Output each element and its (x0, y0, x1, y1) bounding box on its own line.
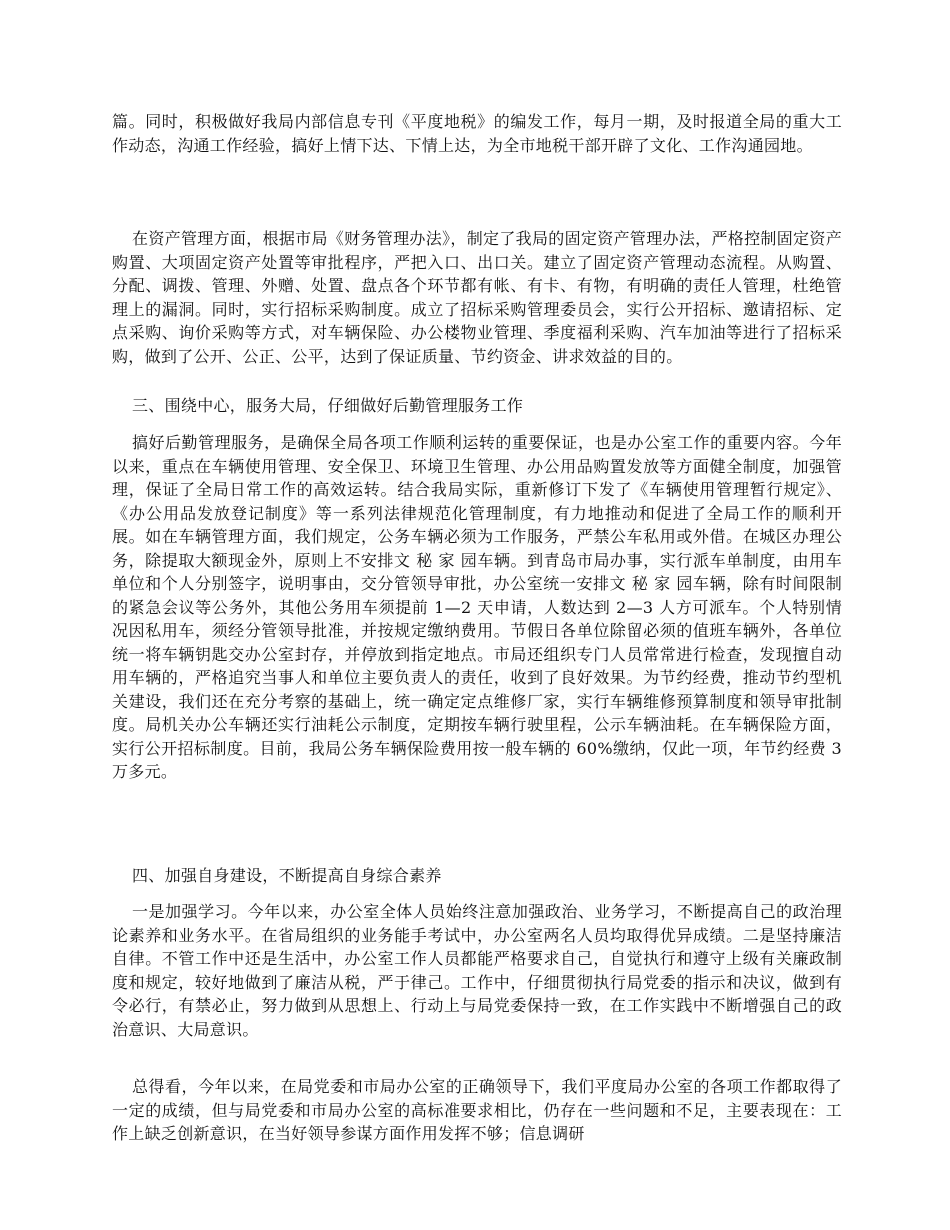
paragraph-summary: 总得看，今年以来，在局党委和市局办公室的正确领导下，我们平度局办公室的各项工作都取得了一定的成绩，但与局党委和市局办公室的高标准要求相比，仍存在一些问题和不足，主要表现在：工作上缺乏创新意识，在当好领导参谋方面作用发挥不够；信息调研 (112, 1077, 842, 1143)
paragraph-logistics: 搞好后勤管理服务，是确保全局各项工作顺利运转的重要保证，也是办公室工作的重要内容。今年以来，重点在车辆使用管理、安全保卫、环境卫生管理、办公用品购置发放等方面健全制度，加强管理，保证了全局日常工作的高效运转。结合我局实际，重新修订下发了《车辆使用管理暂行规定》、《办公用品发放登记制度》等一系列法律规范化管理制度，有力地推动和促进了全局工作的顺利开展。如在车辆管理方面，我们规定，公务车辆必须为工作服务，严禁公车私用或外借。在城区办理公务，除提取大额现金外，原则上不安排文 秘 家 园车辆。到青岛市局办事，实行派车单制度，由用车单位和个人分别签字，说明事由，交分管领导审批，办公室统一安排文 秘 家 园车辆，除有时间限制的紧急会议等公务外，其他公务用车须提前 1—2 天申请，人数达到 2—3 人方可派车。个人特别情况因私用车，须经分管领导批准，并按规定缴纳费用。节假日各单位除留必须的值班车辆外，各单位统一将车辆钥匙交办公室封存，并停放到指定地点。市局还组织专门人员常常进行检查，发现擅自动用车辆的，严格追究当事人和单位主要负责人的责任，收到了良好效果。为节约经费，推动节约型机关建设，我们还在充分考察的基础上，统一确定定点维修厂家，实行车辆维修预算制度和领导审批制度。局机关办公车辆还实行油耗公示制度，定期按车辆行驶里程，公示车辆油耗。在车辆保险方面，实行公开招标制度。目前，我局公务车辆保险费用按一般车辆的 60%缴纳，仅此一项，年节约经费 3 万多元。 (112, 433, 842, 781)
paragraph-asset-management: 在资产管理方面，根据市局《财务管理办法》，制定了我局的固定资产管理办法，严格控制固定资产购置、大项固定资产处置等审批程序，严把入口、出口关。建立了固定资产管理动态流程。从购置、分配、调拨、管理、外赠、处置、盘点各个环节都有帐、有卡、有物，有明确的责任人管理，杜绝管理上的漏洞。同时，实行招标采购制度。成立了招标采购管理委员会，实行公开招标、邀请招标、定点采购、询价采购等方式，对车辆保险、办公楼物业管理、季度福利采购、汽车加油等进行了招标采购，做到了公开、公正、公平，达到了保证质量、节约资金、讲求效益的目的。 (112, 229, 842, 366)
section-heading-four: 四、加强自身建设，不断提高自身综合素养 (132, 866, 442, 885)
paragraph-publication: 篇。同时，积极做好我局内部信息专刊《平度地税》的编发工作，每月一期，及时报道全局的重大工作动态，沟通工作经验，搞好上情下达、下情上达，为全市地税干部开辟了文化、工作沟通园地。 (112, 112, 842, 155)
section-heading-three: 三、围绕中心，服务大局，仔细做好后勤管理服务工作 (132, 396, 524, 415)
paragraph-self-building: 一是加强学习。今年以来，办公室全体人员始终注意加强政治、业务学习，不断提高自己的政治理论素养和业务水平。在省局组织的业务能手考试中，办公室两名人员均取得优异成绩。二是坚持廉洁自律。不管工作中还是生活中，办公室工作人员都能严格要求自己，自觉执行和遵守上级有关廉政制度和规定，较好地做到了廉洁从税，严于律己。工作中，仔细贯彻执行局党委的指示和决议，做到有令必行，有禁必止，努力做到从思想上、行动上与局党委保持一致，在工作实践中不断增强自己的政治意识、大局意识。 (112, 902, 842, 1039)
